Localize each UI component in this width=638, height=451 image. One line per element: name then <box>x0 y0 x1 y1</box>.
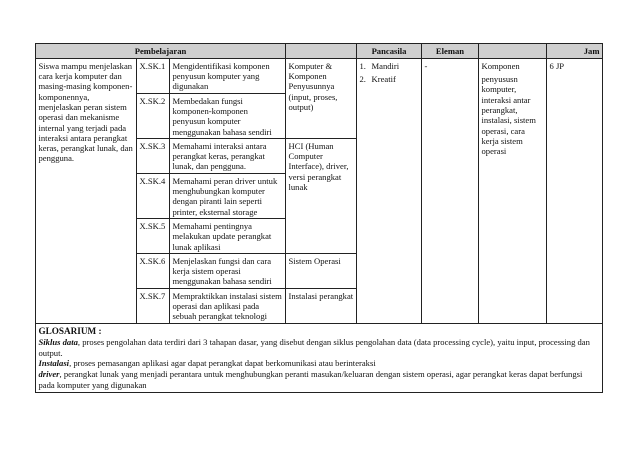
eleman-cell: - <box>422 59 479 324</box>
header-materi-blank <box>286 44 357 59</box>
glosarium-item: driver, perangkat lunak yang menjadi perantara untuk menghubungkan peranti masukan/keluaran dengan sistem operasi, agar perangkat keras dapat berfungsi pada komputer yang digunakan <box>38 369 583 390</box>
materi-cell: HCI (Human Computer Interface), driver, versi perangkat lunak <box>286 139 357 254</box>
table-row <box>36 59 603 94</box>
desc-cell: Memahami peran driver untuk menghubungkan komputer dengan piranti lain seperti printer, eksternal storage <box>170 174 286 219</box>
desc-cell: Memahami pentingnya melakukan update perangkat lunak aplikasi <box>170 219 286 254</box>
desc-cell: Mempraktikkan instalasi sistem operasi dan aplikasi pada sebuah perangkat teknologi <box>170 289 286 324</box>
header-row <box>36 44 603 59</box>
header-eleman: Eleman <box>422 44 479 59</box>
code-cell: X.SK.4 <box>137 174 170 219</box>
materi-cell: Sistem Operasi <box>286 254 357 289</box>
header-pembelajaran: Pembelajaran <box>36 44 286 59</box>
glosarium-cell <box>36 324 603 393</box>
header-jam: Jam <box>547 44 603 59</box>
desc-cell: Mengidentifikasi komponen penyusun komputer yang digunakan <box>170 59 286 94</box>
komponen-title: Komponen <box>481 60 520 71</box>
pancasila-item: 1. Mandiri <box>359 60 400 71</box>
header-pancasila: Pancasila <box>357 44 422 59</box>
glosarium-row <box>36 324 603 393</box>
code-cell: X.SK.1 <box>137 59 170 94</box>
header-komponen-blank <box>479 44 547 59</box>
materi-cell: Komputer & Komponen Penyusunnya (input, proses, output) <box>286 59 357 139</box>
code-cell: X.SK.5 <box>137 219 170 254</box>
jam-cell: 6 JP <box>547 59 603 324</box>
tujuan-cell: Siswa mampu menjelaskan cara kerja komputer dan masing-masing komponen-komponennya, menjelaskan peran sistem operasi dan mekanisme internal yang terjadi pada interaksi antara perangkat keras, perangkat lunak, dan pengguna. <box>36 59 137 324</box>
desc-cell: Memahami interaksi antara perangkat keras, perangkat lunak, dan pengguna. <box>170 139 286 174</box>
glosarium-item: Instalasi, proses pemasangan aplikasi agar dapat perangkat dapat berkomunikasi atau berinteraksi <box>38 358 376 369</box>
code-cell: X.SK.3 <box>137 139 170 174</box>
code-cell: X.SK.2 <box>137 94 170 139</box>
desc-cell: Membedakan fungsi komponen-komponen penyusun komputer menggunakan bahasa sendiri <box>170 94 286 139</box>
materi-cell: Instalasi perangkat <box>286 289 357 324</box>
code-cell: X.SK.6 <box>137 254 170 289</box>
curriculum-table <box>35 43 603 393</box>
glosarium-title: GLOSARIUM : <box>38 325 102 336</box>
code-cell: X.SK.7 <box>137 289 170 324</box>
pancasila-item: 2. Kreatif <box>359 74 396 85</box>
glosarium-item: Siklus data, proses pengolahan data terdiri dari 3 tahapan dasar, yang disebut dengan siklus pengolahan data (data processing cycle), yaitu input, processing dan output. <box>38 337 590 358</box>
desc-cell: Menjelaskan fungsi dan cara kerja sistem operasi menggunakan bahasa sendiri <box>170 254 286 289</box>
komponen-cell <box>479 59 547 324</box>
pancasila-cell <box>357 59 422 324</box>
komponen-desc: penyususn komputer, interaksi antar perangkat, instalasi, sistem operasi, cara kerja sistem operasi <box>481 74 536 157</box>
